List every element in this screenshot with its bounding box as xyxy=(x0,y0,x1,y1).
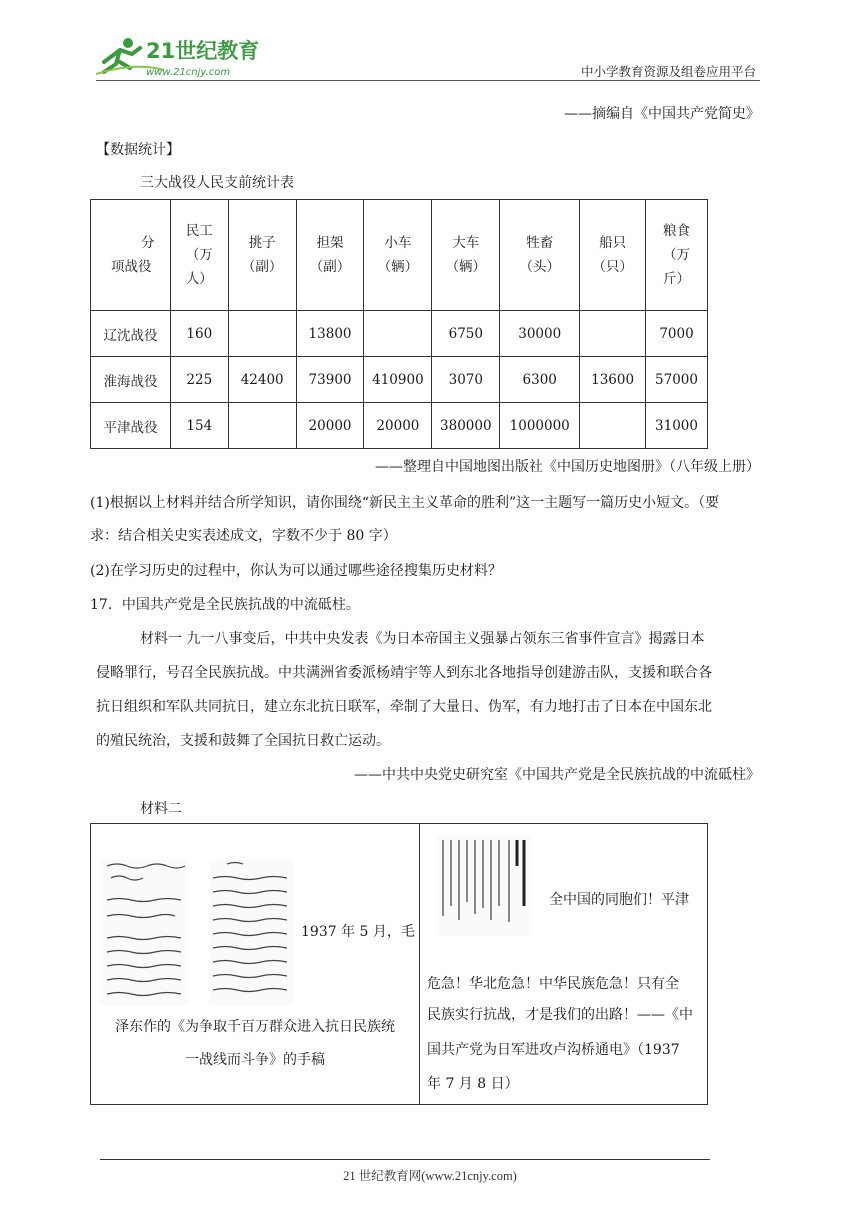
table-cell: 6300 xyxy=(500,357,580,403)
logo-text: 21世纪教育 xyxy=(146,39,260,63)
col-header-line: （万 xyxy=(663,247,691,263)
material-1-line-3: 抗日组织和军队共同抗日，建立东北抗日联军，牵制了大量日、伪军，有力地打击了日本在中国东北 xyxy=(96,699,712,715)
table-cell: 13800 xyxy=(296,311,364,357)
col-header-line: 挑子 xyxy=(248,235,276,251)
col-header-line: （万 xyxy=(185,247,213,263)
telegram-text-3: 民族实行抗战，才是我们的出路！——《中 xyxy=(427,1007,693,1023)
col-header-line: （辆） xyxy=(377,259,419,275)
table-cell: 3070 xyxy=(432,357,500,403)
col-header-carts xyxy=(364,200,432,311)
table-row xyxy=(91,403,708,449)
table-cell xyxy=(228,311,296,357)
table-cell xyxy=(228,403,296,449)
col-header-line: 斤） xyxy=(663,271,691,287)
box-divider xyxy=(419,824,420,1104)
table-cell: 31000 xyxy=(646,403,708,449)
col-header-line: 大车 xyxy=(452,235,480,251)
table-cell: 410900 xyxy=(364,357,432,403)
row-label: 平津战役 xyxy=(91,403,171,449)
question-17: 17．中国共产党是全民族抗战的中流砥柱。 xyxy=(90,597,360,613)
platform-name: 中小学教育资源及组卷应用平台 xyxy=(580,64,756,79)
col-header-wagons xyxy=(432,200,500,311)
table-row xyxy=(91,357,708,403)
table-cell: 380000 xyxy=(432,403,500,449)
table-row xyxy=(91,311,708,357)
table-cell: 73900 xyxy=(296,357,364,403)
manuscript-image-right xyxy=(209,860,293,1005)
col-header-livestock xyxy=(500,200,580,311)
col-header-line: （副） xyxy=(241,259,283,275)
table-source: ——整理自中国地图出版社《中国历史地图册》（八年级上册） xyxy=(375,459,760,475)
row-label: 淮海战役 xyxy=(91,357,171,403)
question-2: (2)在学习历史的过程中，你认为可以通过哪些途径搜集历史材料？ xyxy=(90,563,502,579)
table-cell: 20000 xyxy=(364,403,432,449)
material-1-line-2: 侵略罪行，号召全民族抗战。中共满洲省委派杨靖宇等人到东北各地指导创建游击队，支援和联合各 xyxy=(96,665,712,681)
footer-divider xyxy=(100,1159,710,1160)
telegram-text-1: 全中国的同胞们！平津 xyxy=(549,892,689,908)
table-cell: 160 xyxy=(170,311,228,357)
table-cell: 6750 xyxy=(432,311,500,357)
col-header-laborers xyxy=(170,200,228,311)
table-cell: 7000 xyxy=(646,311,708,357)
table-cell: 225 xyxy=(170,357,228,403)
telegram-text-5: 年 7 月 8 日） xyxy=(427,1076,519,1092)
col-header-line: 船只 xyxy=(599,235,627,251)
corner-header xyxy=(91,200,171,311)
table-cell: 20000 xyxy=(296,403,364,449)
col-header-line: （辆） xyxy=(445,259,487,275)
table-cell xyxy=(364,311,432,357)
footer-text: 21 世纪教育网(www.21cnjy.com) xyxy=(343,1169,517,1183)
stats-table xyxy=(90,199,708,449)
table-cell xyxy=(580,311,646,357)
material-1-line-1: 材料一 九一八事变后，中共中央发表《为日本帝国主义强暴占领东三省事件宣言》揭露日本 xyxy=(140,631,705,647)
logo-url: www.21cnjy.com xyxy=(146,67,231,78)
col-header-line: （头） xyxy=(519,259,560,275)
col-header-stretchers xyxy=(296,200,364,311)
header-divider xyxy=(96,80,760,81)
manuscript-image-left xyxy=(101,860,187,1005)
manuscript-caption-2: 泽东作的《为争取千百万群众进入抗日民族统 xyxy=(115,1019,395,1035)
telegram-image xyxy=(437,836,531,936)
col-header-line: 牲畜 xyxy=(526,235,554,251)
section-title: 【数据统计】 xyxy=(96,142,180,158)
material-1-source: ——中共中央党史研究室《中国共产党是全民族抗战的中流砥柱》 xyxy=(354,767,760,783)
col-header-line: 担架 xyxy=(316,235,344,251)
col-header-boats xyxy=(580,200,646,311)
question-1-line-1: (1)根据以上材料并结合所学知识，请你围绕“新民主主义革命的胜利”这一主题写一篇历史小短文。（要 xyxy=(90,495,720,511)
material-1-line-4: 的殖民统治，支援和鼓舞了全国抗日救亡运动。 xyxy=(96,733,390,749)
manuscript-caption-3: 一战线而斗争》的手稿 xyxy=(185,1052,325,1068)
col-header-line: 小车 xyxy=(384,235,412,251)
table-cell: 30000 xyxy=(500,311,580,357)
table-cell: 13600 xyxy=(580,357,646,403)
corner-top: 分 xyxy=(141,235,155,251)
row-label: 辽沈战役 xyxy=(91,311,171,357)
source-citation-1: ——摘编自《中国共产党简史》 xyxy=(564,106,760,122)
col-header-line: 粮食 xyxy=(663,223,691,239)
table-cell: 154 xyxy=(170,403,228,449)
table-cell: 57000 xyxy=(646,357,708,403)
material-2-box xyxy=(90,823,708,1105)
col-header-line: 民工 xyxy=(185,223,213,239)
col-header-grain xyxy=(646,200,708,311)
telegram-text-2: 危急！华北危急！中华民族危急！只有全 xyxy=(427,976,679,992)
col-header-line: （只） xyxy=(592,259,633,275)
corner-bottom: 项战役 xyxy=(111,259,152,275)
material-2-label: 材料二 xyxy=(140,801,182,817)
manuscript-caption-1: 1937 年 5 月，毛 xyxy=(301,924,415,940)
table-cell: 1000000 xyxy=(500,403,580,449)
table-cell: 42400 xyxy=(228,357,296,403)
col-header-line: （副） xyxy=(309,259,351,275)
table-header-row xyxy=(91,200,708,311)
table-caption: 三大战役人民支前统计表 xyxy=(140,175,294,191)
question-1-line-2: 求：结合相关史实表述成文，字数不少于 80 字） xyxy=(90,528,397,544)
table-cell xyxy=(580,403,646,449)
col-header-poles xyxy=(228,200,296,311)
telegram-text-4: 国共产党为日军进攻卢沟桥通电》（1937 xyxy=(427,1042,680,1058)
site-logo xyxy=(94,34,264,80)
col-header-line: 人） xyxy=(185,271,213,287)
